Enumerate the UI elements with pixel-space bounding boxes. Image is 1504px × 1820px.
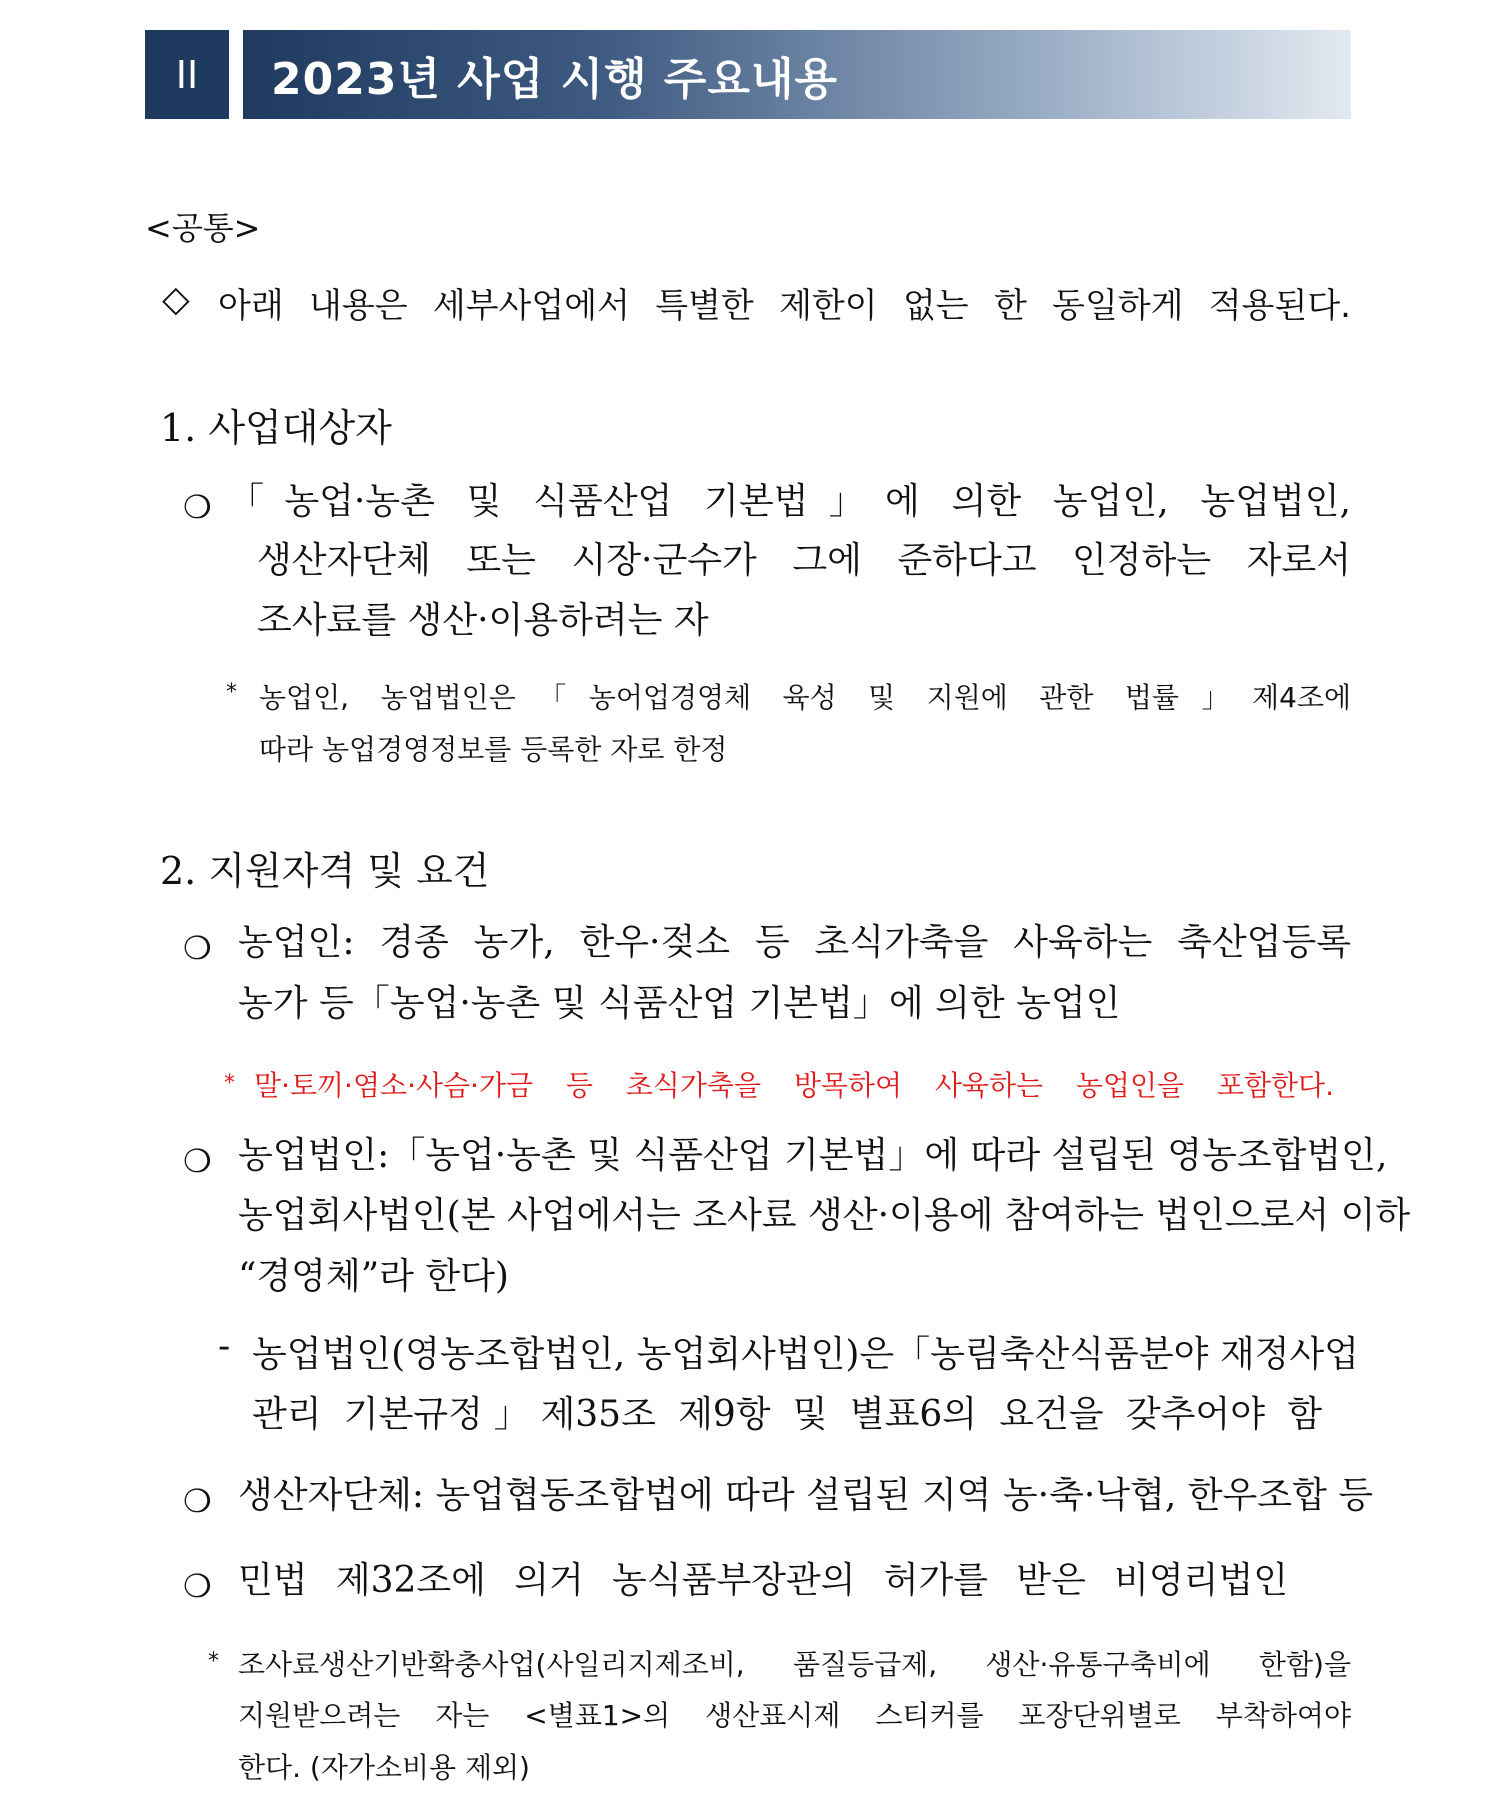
section2-note-line: 지원받으려는 자는 <별표1>의 생산표시제 스티커를 포장단위별로 부착하여야	[238, 1699, 1351, 1732]
section1-heading: 1. 사업대상자	[160, 406, 392, 450]
item1-line: 농가 등「농업·농촌 및 식품산업 기본법」에 의한 농업인	[238, 983, 1121, 1024]
asterisk-icon: *	[226, 680, 237, 705]
section1-note-line: 따라 농업경영정보를 등록한 자로 한정	[259, 733, 728, 766]
item3-line: 생산자단체: 농업협동조합법에 따라 설립된 지역 농·축·낙협, 한우조합 등	[238, 1475, 1374, 1516]
item1-note: 말·토끼·염소·사슴·가금 등 초식가축을 방목하여 사육하는 농업인을 포함한다.	[254, 1069, 1334, 1102]
diamond-icon: ◇	[162, 279, 190, 320]
circle-bullet-icon: ❍	[183, 1482, 212, 1520]
circle-bullet-icon: ❍	[183, 1142, 212, 1180]
section1-line: 조사료를 생산·이용하려는 자	[257, 600, 709, 641]
section-number-box: II	[145, 30, 229, 119]
asterisk-icon: *	[208, 1649, 219, 1674]
circle-bullet-icon: ❍	[183, 488, 212, 526]
common-text: 아래 내용은 세부사업에서 특별한 제한이 없는 한 동일하게 적용된다.	[218, 286, 1351, 326]
common-label: <공통>	[145, 209, 261, 247]
item1-line: 농업인: 경종 농가, 한우·젖소 등 초식가축을 사육하는 축산업등록	[238, 922, 1351, 963]
item2-line: 농업법인:「농업·농촌 및 식품산업 기본법」에 따라 설립된 영농조합법인,	[238, 1135, 1388, 1176]
section-title: 2023년 사업 시행 주요내용	[243, 30, 1351, 119]
item4-line: 민법 제32조에 의거 농식품부장관의 허가를 받은 비영리법인	[238, 1560, 1288, 1601]
asterisk-icon: *	[224, 1071, 235, 1096]
dash-line: 농업법인(영농조합법인, 농업회사법인)은「농림축산식품분야 재정사업	[252, 1334, 1359, 1375]
dash-mark: -	[218, 1326, 231, 1367]
section1-line: 생산자단체 또는 시장·군수가 그에 준하다고 인정하는 자로서	[257, 540, 1351, 581]
circle-bullet-icon: ❍	[183, 1567, 212, 1605]
section-header	[145, 30, 1351, 119]
item2-line: 농업회사법인(본 사업에서는 조사료 생산·이용에 참여하는 법인으로서 이하	[238, 1195, 1411, 1236]
section2-note-line: 한다. (자가소비용 제외)	[238, 1751, 530, 1784]
section1-line: 「농업·농촌 및 식품산업 기본법」에 의한 농업인, 농업법인,	[228, 481, 1351, 522]
item2-line: “경영체”라 한다)	[238, 1256, 509, 1297]
section1-note-line: 농업인, 농업법인은「농어업경영체 육성 및 지원에 관한 법률」제4조에	[259, 681, 1351, 714]
circle-bullet-icon: ❍	[183, 929, 212, 967]
section2-note-line: 조사료생산기반확충사업(사일리지제조비, 품질등급제, 생산·유통구축비에 한함)을	[238, 1648, 1351, 1681]
dash-line: 관리 기본규정」제35조 제9항 및 별표6의 요건을 갖추어야 함	[252, 1394, 1322, 1435]
section2-heading: 2. 지원자격 및 요건	[160, 849, 490, 893]
